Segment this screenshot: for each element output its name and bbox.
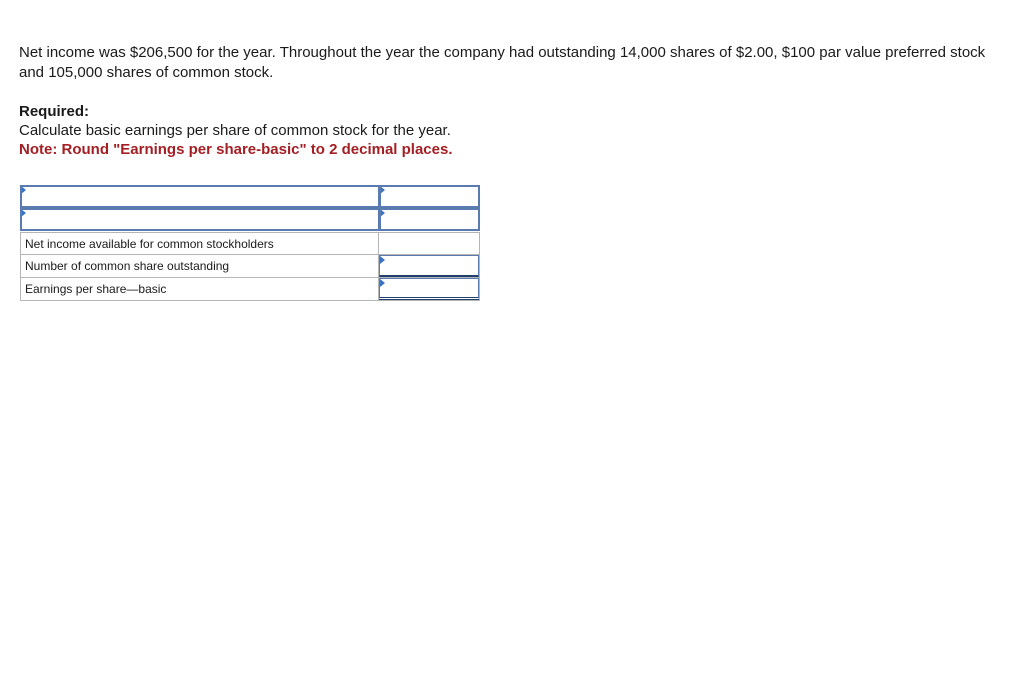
common-shares-outstanding-label: Number of common share outstanding (20, 255, 379, 278)
dropdown-arrow-icon (21, 209, 26, 217)
dropdown-arrow-icon (380, 209, 385, 217)
problem-text: Net income was $206,500 for the year. Throughout the year the company had outstanding 14,000 shares of $2.00, $100 par value preferred stock and 105,000 shares of common stock. (19, 44, 986, 81)
table-row (20, 278, 481, 301)
heading-dropdown-1-amount[interactable] (379, 185, 480, 208)
dropdown-arrow-icon (380, 186, 385, 194)
eps-basic-label: Earnings per share—basic (20, 278, 379, 301)
dropdown-arrow-icon (21, 186, 26, 194)
input-arrow-icon (380, 279, 385, 287)
rounding-note: Note: Round "Earnings per share-basic" to 2 decimal places. (19, 141, 453, 158)
required-section (19, 102, 1009, 159)
table-row (20, 208, 481, 231)
problem-statement (19, 43, 1009, 83)
required-instruction: Calculate basic earnings per share of common stock for the year. (19, 122, 451, 139)
net-income-available-value (379, 232, 480, 255)
heading-dropdown-1[interactable] (20, 185, 379, 208)
input-arrow-icon (380, 256, 385, 264)
heading-dropdown-2-amount[interactable] (379, 208, 480, 231)
required-heading: Required: (19, 103, 90, 120)
table-row (20, 185, 481, 208)
common-shares-input-box[interactable] (379, 255, 479, 277)
eps-worksheet-table (20, 185, 481, 301)
net-income-available-label: Net income available for common stockholders (20, 232, 379, 255)
table-row (20, 232, 481, 255)
table-row (20, 255, 481, 278)
heading-dropdown-2[interactable] (20, 208, 379, 231)
eps-basic-input[interactable] (379, 278, 480, 301)
eps-basic-input-box[interactable] (379, 278, 479, 300)
common-shares-outstanding-input[interactable] (379, 255, 480, 278)
